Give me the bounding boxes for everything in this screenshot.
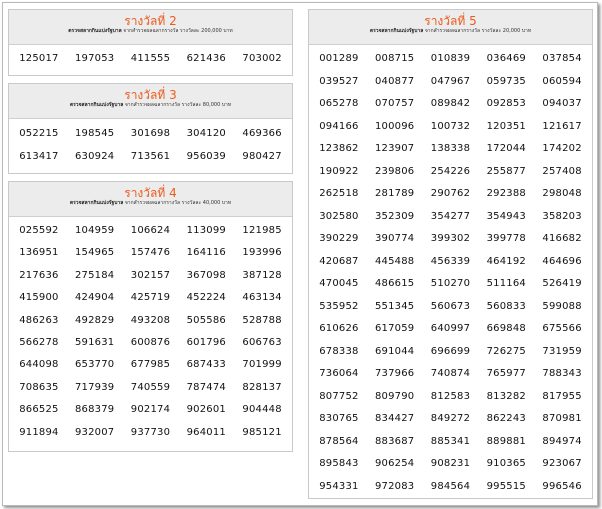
prize-3-number-grid [9, 119, 292, 174]
lottery-number: 849272 [430, 413, 471, 424]
lottery-number: 092853 [486, 98, 526, 109]
lottery-number: 100096 [375, 120, 415, 132]
lottery-number: 302580 [319, 210, 359, 222]
lottery-number: 910365 [486, 458, 526, 469]
lottery-number: 257408 [542, 165, 582, 177]
lottery-number: 354943 [486, 210, 526, 222]
lottery-number: 691044 [375, 345, 415, 357]
lottery-number: 037854 [542, 53, 582, 64]
lottery-number: 717939 [75, 381, 115, 393]
lottery-number: 367098 [186, 269, 226, 281]
lottery-number: 172044 [486, 143, 526, 154]
prize-2-subtitle-bold: ตรวจสลากกินแบ่งรัฐบาล [68, 28, 122, 34]
lottery-number: 726275 [486, 345, 526, 357]
lottery-number: 737966 [375, 368, 415, 379]
lottery-number: 039527 [319, 75, 359, 87]
lottery-number: 902601 [186, 404, 226, 416]
lottery-number: 040877 [375, 75, 415, 87]
prize-3-subtitle-text: จากสำรวจผลฉลากรางวัล รางวัลละ 80,000 บาท [124, 102, 232, 108]
lottery-number: 164116 [186, 247, 226, 259]
prize-5-header [309, 10, 592, 45]
lottery-number: 121617 [542, 120, 582, 132]
prize-2-header [9, 10, 292, 45]
lottery-number: 492829 [75, 314, 115, 326]
lottery-number: 254226 [430, 165, 471, 177]
lottery-number: 511164 [486, 278, 526, 289]
prize-4-header [9, 182, 292, 217]
prize-4-subtitle-text: จากสำรวจผลฉลากรางวัล รางวัลละ 40,000 บาท [124, 200, 232, 206]
lottery-number: 606763 [242, 336, 282, 348]
lottery-number: 065278 [319, 98, 359, 109]
lottery-number: 292388 [486, 188, 526, 199]
lottery-number: 923067 [542, 458, 582, 469]
lottery-number: 964011 [186, 426, 226, 438]
lottery-number: 106624 [130, 225, 171, 236]
lottery-number: 862243 [486, 413, 526, 424]
lottery-number: 217636 [19, 269, 59, 281]
lottery-number: 591631 [75, 336, 115, 348]
lottery-number: 621436 [186, 53, 226, 64]
lottery-number: 262518 [319, 188, 359, 199]
lottery-number: 387128 [242, 269, 282, 281]
lottery-number: 094037 [542, 98, 582, 109]
lottery-number: 010839 [430, 53, 471, 64]
lottery-number: 902174 [130, 404, 171, 416]
lottery-number: 984564 [430, 480, 471, 492]
lottery-number: 052215 [19, 128, 59, 139]
lottery-number: 687433 [186, 359, 226, 371]
lottery-number: 452224 [186, 292, 226, 304]
lottery-number: 304120 [186, 128, 226, 139]
lottery-number: 828137 [242, 381, 282, 393]
prize-4-panel [8, 181, 293, 452]
prize-3-subtitle-bold: ตรวจสลากกินแบ่งรัฐบาล [69, 102, 124, 108]
lottery-number: 644098 [19, 359, 59, 371]
lottery-number: 740874 [430, 368, 471, 379]
lottery-number: 613417 [19, 151, 59, 162]
lottery-number: 996546 [542, 480, 582, 492]
lottery-number: 425719 [130, 292, 171, 304]
prize-5-subtitle-bold: ตรวจสลากกินแบ่งรัฐบาล [369, 28, 424, 34]
lottery-number: 157476 [130, 247, 171, 259]
lottery-number: 713561 [130, 151, 171, 162]
lottery-number: 456339 [430, 255, 471, 267]
lottery-number: 640997 [430, 323, 471, 334]
lottery-number: 352309 [375, 210, 415, 222]
lottery-number: 125017 [19, 53, 59, 64]
lottery-number: 121985 [242, 225, 282, 236]
prize-2-number-grid [9, 45, 292, 67]
lottery-number: 972083 [375, 480, 415, 492]
lottery-number: 025592 [19, 225, 59, 236]
lottery-number: 817955 [542, 390, 582, 402]
lottery-number: 390229 [319, 233, 359, 244]
lottery-number: 870981 [542, 413, 582, 424]
prize-5-subtitle-text: จากสำรวจผลฉลากรางวัล รางวัลละ 20,000 บาท [424, 28, 532, 34]
lottery-number: 239806 [375, 165, 415, 177]
lottery-number: 904448 [242, 404, 282, 416]
prize-2-panel [8, 9, 293, 76]
lottery-number: 560833 [486, 300, 526, 312]
prize-5-title: รางวัลที่ 5 [424, 14, 477, 28]
prize-2-subtitle-text: จากสำรวจผลฉลากรางวัล รางวัลละ 200,000 บาท [123, 28, 233, 34]
lottery-number: 424904 [75, 292, 115, 304]
lottery-number: 954331 [319, 480, 359, 492]
lottery-number: 290762 [430, 188, 471, 199]
lottery-number: 980427 [242, 151, 282, 162]
lottery-number: 883687 [375, 435, 415, 447]
lottery-number: 809790 [375, 390, 415, 402]
lottery-number: 937730 [130, 426, 171, 438]
lottery-number: 528788 [242, 314, 282, 326]
prize-3-title: รางวัลที่ 3 [124, 88, 177, 102]
lottery-number: 001289 [319, 53, 359, 64]
lottery-number: 469366 [242, 128, 282, 139]
lottery-number: 154965 [75, 247, 115, 259]
lottery-number: 390774 [375, 233, 415, 244]
lottery-number: 036469 [486, 53, 526, 64]
lottery-number: 301698 [130, 128, 171, 139]
prize-4-subtitle [9, 200, 292, 207]
lottery-number: 617059 [375, 323, 415, 334]
lottery-number: 136951 [19, 247, 59, 259]
prize-4-title: รางวัลที่ 4 [124, 186, 177, 200]
prize-4-subtitle-bold: ตรวจสลากกินแบ่งรัฐบาล [69, 200, 124, 206]
lottery-number: 601796 [186, 336, 226, 348]
lottery-number: 094166 [319, 120, 359, 132]
lottery-number: 399778 [486, 233, 526, 244]
lottery-number: 526419 [542, 278, 582, 289]
lottery-number: 059735 [486, 75, 526, 87]
lottery-number: 895843 [319, 458, 359, 469]
lottery-number: 830765 [319, 413, 359, 424]
lottery-number: 932007 [75, 426, 115, 438]
lottery-number: 653770 [75, 359, 115, 371]
prize-5-number-grid [309, 45, 592, 503]
lottery-number: 275184 [75, 269, 115, 281]
lottery-number: 008715 [375, 53, 415, 64]
lottery-number: 193996 [242, 247, 282, 259]
lottery-number: 599088 [542, 300, 582, 312]
lottery-number: 420687 [319, 255, 359, 267]
lottery-number: 255877 [486, 165, 526, 177]
lottery-number: 630924 [75, 151, 115, 162]
lottery-number: 415900 [19, 292, 59, 304]
lottery-number: 677985 [130, 359, 171, 371]
lottery-number: 868379 [75, 404, 115, 416]
lottery-number: 197053 [75, 53, 115, 64]
lottery-number: 701999 [242, 359, 282, 371]
prize-5-panel [308, 9, 593, 499]
prize-3-panel [8, 83, 293, 174]
lottery-number: 486263 [19, 314, 59, 326]
lottery-number: 354277 [430, 210, 471, 222]
lottery-number: 566278 [19, 336, 59, 348]
lottery-number: 505586 [186, 314, 226, 326]
lottery-number: 174202 [542, 143, 582, 154]
prize-2-subtitle [9, 28, 292, 35]
prize-5-subtitle [309, 28, 592, 35]
lottery-number: 894974 [542, 435, 582, 447]
lottery-number: 669848 [486, 323, 526, 334]
lottery-number: 358203 [542, 210, 582, 222]
lottery-number: 740559 [130, 381, 171, 393]
lottery-number: 464192 [486, 255, 526, 267]
lottery-number: 866525 [19, 404, 59, 416]
lottery-number: 551345 [375, 300, 415, 312]
lottery-number: 812583 [430, 390, 471, 402]
lottery-number: 123862 [319, 143, 359, 154]
lottery-number: 120351 [486, 120, 526, 132]
lottery-number: 696699 [430, 345, 471, 357]
lottery-number: 956039 [186, 151, 226, 162]
lottery-number: 911894 [19, 426, 59, 438]
lottery-number: 113099 [186, 225, 226, 236]
lottery-number: 678338 [319, 345, 359, 357]
lottery-number: 787474 [186, 381, 226, 393]
lottery-number: 104959 [75, 225, 115, 236]
lottery-number: 703002 [242, 53, 282, 64]
lottery-number: 123907 [375, 143, 415, 154]
lottery-number: 807752 [319, 390, 359, 402]
lottery-number: 089842 [430, 98, 471, 109]
lottery-number: 560673 [430, 300, 471, 312]
lottery-number: 070757 [375, 98, 415, 109]
lottery-number: 138338 [430, 143, 471, 154]
lottery-number: 302157 [130, 269, 171, 281]
lottery-number: 889881 [486, 435, 526, 447]
lottery-number: 610626 [319, 323, 359, 334]
lottery-number: 675566 [542, 323, 582, 334]
lottery-number: 731959 [542, 345, 582, 357]
lottery-number: 463134 [242, 292, 282, 304]
lottery-number: 878564 [319, 435, 359, 447]
lottery-number: 190922 [319, 165, 359, 177]
lottery-number: 060594 [542, 75, 582, 87]
prize-3-header [9, 84, 292, 119]
lottery-number: 834427 [375, 413, 415, 424]
lottery-number: 493208 [130, 314, 171, 326]
lottery-number: 765977 [486, 368, 526, 379]
lottery-number: 908231 [430, 458, 471, 469]
lottery-number: 411555 [130, 53, 171, 64]
lottery-number: 736064 [319, 368, 359, 379]
prize-4-number-grid [9, 217, 292, 449]
lottery-number: 445488 [375, 255, 415, 267]
lottery-number: 298048 [542, 188, 582, 199]
lottery-number: 416682 [542, 233, 582, 244]
lottery-number: 985121 [242, 426, 282, 438]
lottery-number: 486615 [375, 278, 415, 289]
lottery-number: 470045 [319, 278, 359, 289]
lottery-number: 399302 [430, 233, 471, 244]
lottery-number: 600876 [130, 336, 171, 348]
lottery-number: 788343 [542, 368, 582, 379]
lottery-number: 535952 [319, 300, 359, 312]
lottery-number: 885341 [430, 435, 471, 447]
lottery-number: 198545 [75, 128, 115, 139]
lottery-number: 510270 [430, 278, 471, 289]
prize-2-title: รางวัลที่ 2 [124, 14, 177, 28]
lottery-number: 100732 [430, 120, 471, 132]
lottery-number: 464696 [542, 255, 582, 267]
lottery-number: 995515 [486, 480, 526, 492]
lottery-number: 047967 [430, 75, 471, 87]
lottery-number: 813282 [486, 390, 526, 402]
lottery-number: 281789 [375, 188, 415, 199]
lottery-number: 708635 [19, 381, 59, 393]
lottery-number: 906254 [375, 458, 415, 469]
prize-3-subtitle [9, 102, 292, 109]
